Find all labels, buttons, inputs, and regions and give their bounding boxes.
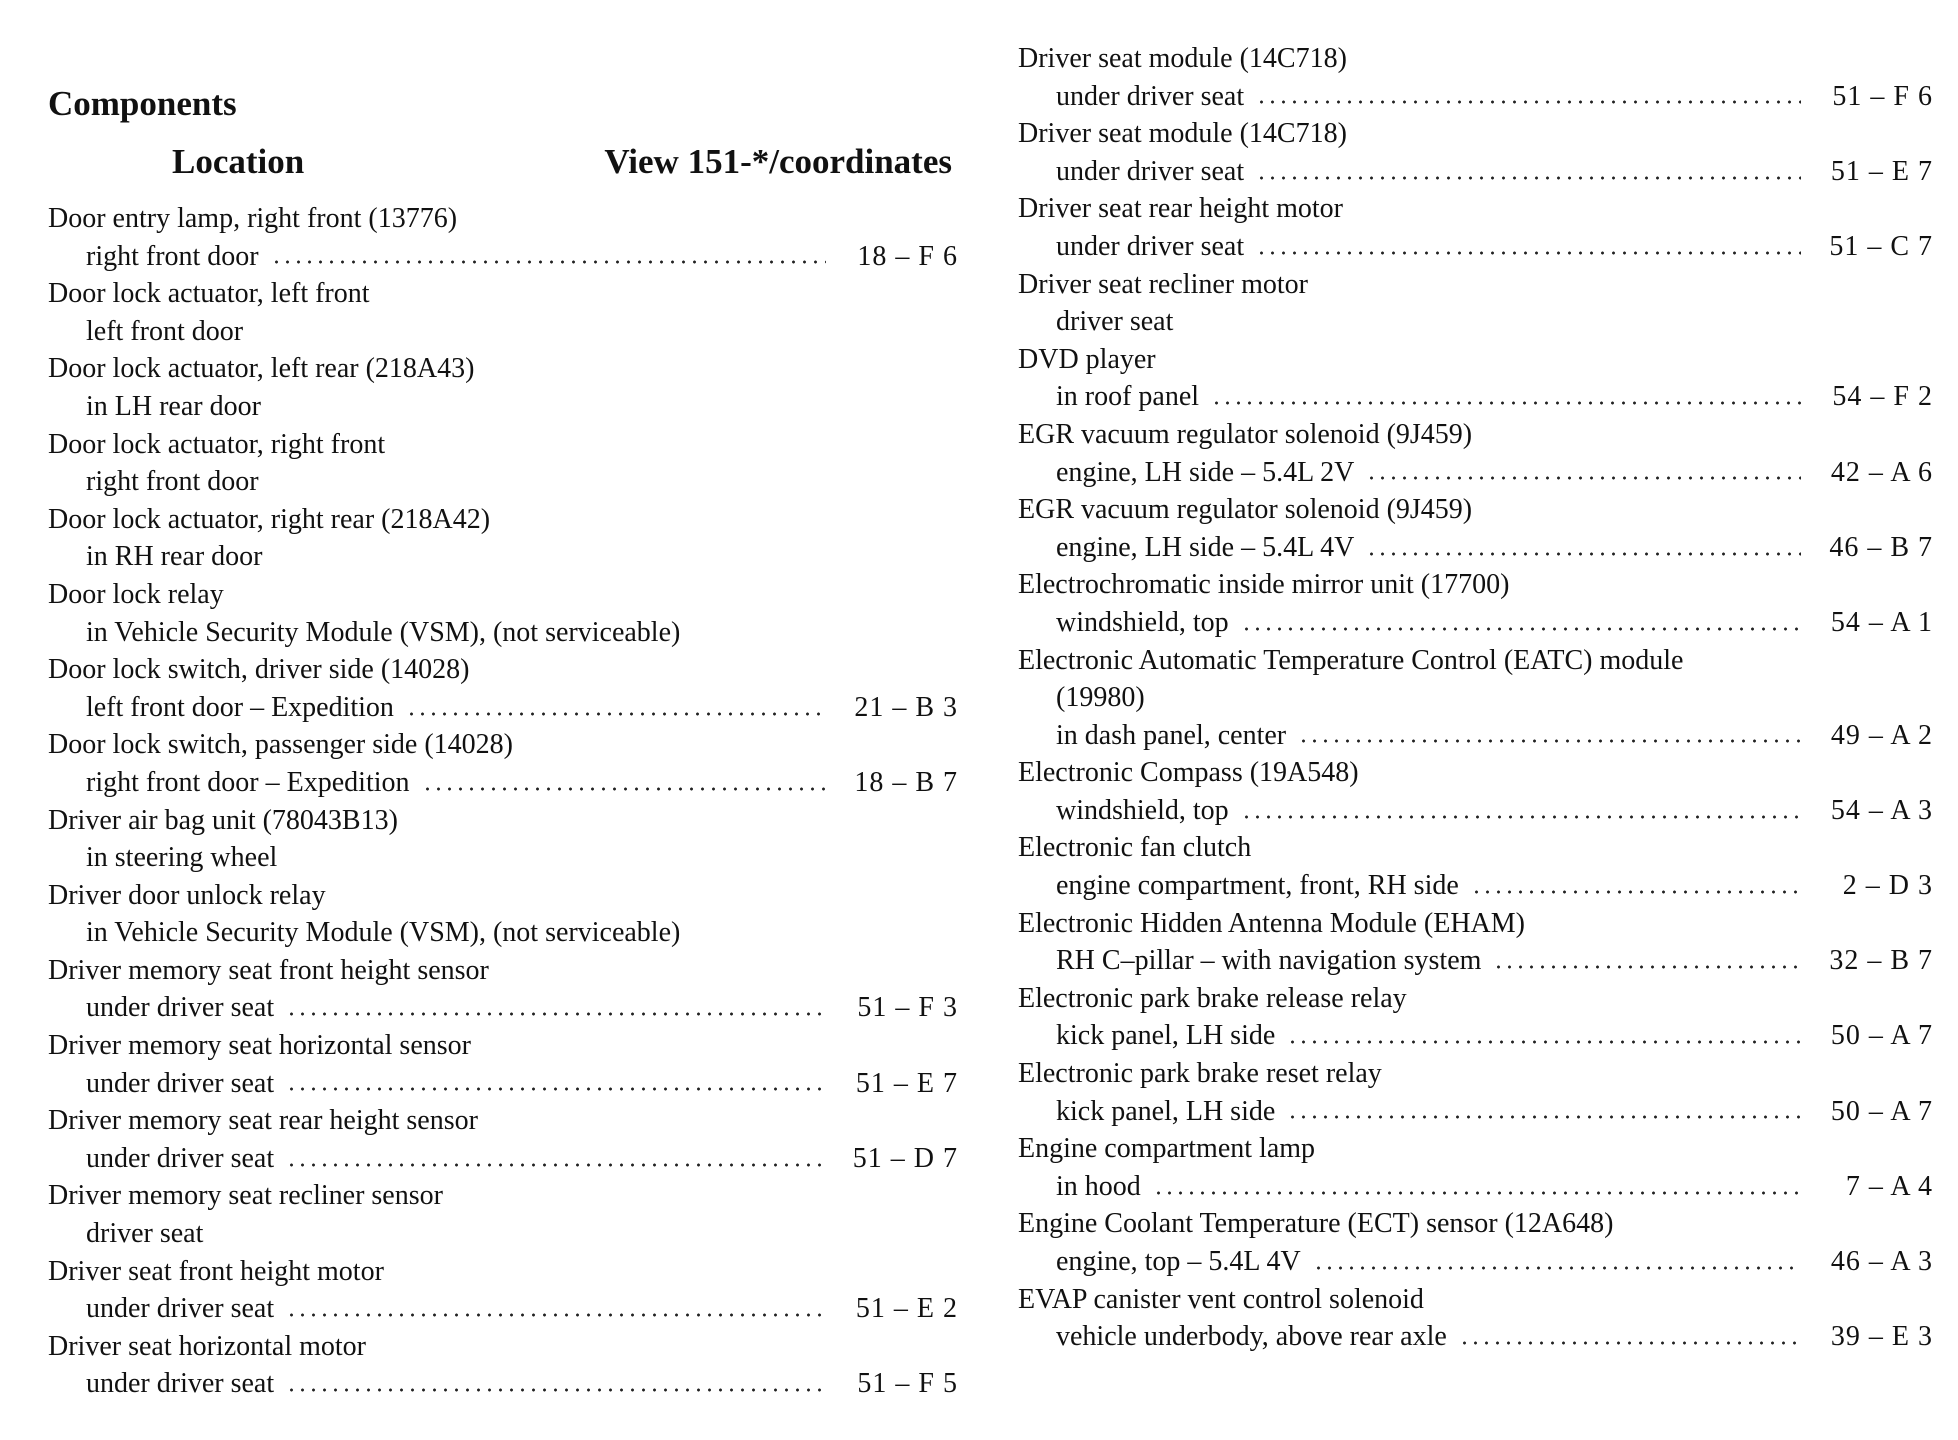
left-entry-list <box>48 200 958 1403</box>
location-row <box>1018 867 1933 905</box>
component-entry <box>1018 416 1933 491</box>
view-coordinate: 32 – B 7 <box>1829 945 1933 977</box>
component-location: under driver seat <box>1056 230 1245 262</box>
component-name: Door lock actuator, left front <box>48 278 370 310</box>
component-entry <box>48 576 958 651</box>
component-location: left front door – Expedition <box>86 691 394 723</box>
component-name: Driver memory seat horizontal sensor <box>48 1030 471 1062</box>
component-name: Door lock actuator, right front <box>48 428 386 460</box>
component-entry <box>1018 115 1933 190</box>
component-location: in RH rear door <box>86 541 263 573</box>
location-row <box>48 989 958 1027</box>
component-entry <box>48 1027 958 1102</box>
view-coordinate: 51 – E 2 <box>855 1293 958 1325</box>
dot-leader <box>1313 1262 1801 1274</box>
right-entry-list <box>1018 40 1933 1356</box>
dot-leader <box>271 256 826 268</box>
component-location: driver seat <box>1056 306 1174 338</box>
location-row <box>48 1215 958 1253</box>
component-name: Driver seat rear height motor <box>1018 193 1343 225</box>
component-name: Electronic Hidden Antenna Module (EHAM) <box>1018 907 1525 939</box>
component-name: Electronic fan clutch <box>1018 832 1252 864</box>
component-location: right front door <box>86 240 259 272</box>
location-row <box>1018 1017 1933 1055</box>
dot-leader <box>1256 247 1801 259</box>
component-entry <box>48 1177 958 1252</box>
component-name: Electronic park brake release relay <box>1018 982 1407 1014</box>
component-name: Door lock switch, passenger side (14028) <box>48 729 514 761</box>
view-coordinate: 54 – A 3 <box>1830 794 1933 826</box>
view-coordinate: 51 – F 6 <box>1832 80 1933 112</box>
component-name: Electrochromatic inside mirror unit (17700) <box>1018 569 1510 601</box>
view-coordinate: 51 – D 7 <box>852 1142 958 1174</box>
component-entry <box>1018 754 1933 829</box>
view-coordinate: 18 – F 6 <box>857 240 958 272</box>
component-entry <box>1018 1205 1933 1280</box>
dot-leader <box>1287 1111 1801 1123</box>
component-entry <box>1018 1130 1933 1205</box>
component-entry <box>48 651 958 726</box>
dot-leader <box>1287 1036 1801 1048</box>
location-row <box>48 1365 958 1403</box>
location-row <box>1018 792 1933 830</box>
location-row <box>1018 228 1933 266</box>
component-name: Driver seat module (14C718) <box>1018 118 1347 150</box>
component-entry <box>1018 491 1933 566</box>
component-entry <box>1018 642 1933 755</box>
dot-leader <box>1366 548 1801 560</box>
component-entry <box>1018 829 1933 904</box>
view-coordinate: 54 – A 1 <box>1830 606 1933 638</box>
component-location: engine, LH side – 5.4L 4V <box>1056 531 1355 563</box>
location-row <box>1018 1243 1933 1281</box>
dot-leader <box>286 1083 826 1095</box>
component-entry <box>1018 341 1933 416</box>
dot-leader <box>1459 1337 1801 1349</box>
component-location: in steering wheel <box>86 842 278 874</box>
dot-leader <box>1241 623 1801 635</box>
view-coordinate: 39 – E 3 <box>1830 1321 1933 1353</box>
location-row <box>48 764 958 802</box>
view-coordinate: 51 – C 7 <box>1829 230 1933 262</box>
component-name: Driver air bag unit (78043B13) <box>48 804 398 836</box>
dot-leader <box>422 783 826 795</box>
dot-leader <box>1471 886 1801 898</box>
view-coordinate: 2 – D 3 <box>1842 870 1933 902</box>
component-name: Door lock relay <box>48 578 224 610</box>
component-name: Driver seat recliner motor <box>1018 268 1308 300</box>
location-row <box>1018 78 1933 116</box>
component-name: Driver memory seat front height sensor <box>48 954 489 986</box>
dot-leader <box>1256 96 1801 108</box>
location-column-header: Location <box>172 142 305 181</box>
component-entry <box>48 501 958 576</box>
location-row <box>48 839 958 877</box>
dot-leader <box>1256 172 1801 184</box>
component-name: Door entry lamp, right front (13776) <box>48 203 458 234</box>
component-name: Engine compartment lamp <box>1018 1133 1316 1165</box>
component-location: windshield, top <box>1056 606 1229 638</box>
view-coordinate: 51 – E 7 <box>855 1067 958 1099</box>
location-row <box>48 538 958 576</box>
component-name: Door lock switch, driver side (14028) <box>48 654 470 686</box>
location-row <box>48 313 958 351</box>
component-location: engine compartment, front, RH side <box>1056 870 1459 902</box>
component-entry <box>1018 980 1933 1055</box>
location-row <box>1018 942 1933 980</box>
location-row <box>1018 1093 1933 1131</box>
component-name: Driver seat horizontal motor <box>48 1330 367 1362</box>
view-coordinate: 50 – A 7 <box>1830 1095 1933 1127</box>
component-entry <box>48 200 958 275</box>
component-entry <box>48 952 958 1027</box>
dot-leader <box>1366 472 1801 484</box>
view-coordinate: 46 – A 3 <box>1830 1246 1933 1277</box>
location-row <box>48 388 958 426</box>
location-row <box>48 1065 958 1103</box>
component-name: Driver memory seat rear height sensor <box>48 1105 478 1137</box>
location-row <box>48 614 958 652</box>
dot-leader <box>286 1384 826 1396</box>
component-location: right front door – Expedition <box>86 766 410 798</box>
location-row <box>1018 153 1933 191</box>
component-entry <box>1018 566 1933 641</box>
component-entry <box>48 426 958 501</box>
location-row <box>1018 454 1933 492</box>
location-row <box>1018 529 1933 567</box>
component-entry <box>48 726 958 801</box>
component-entry <box>48 802 958 877</box>
component-location: in roof panel <box>1056 381 1200 413</box>
location-row <box>1018 604 1933 642</box>
component-location: kick panel, LH side <box>1056 1020 1276 1052</box>
component-name-continued: (19980) <box>1056 682 1145 714</box>
dot-leader <box>406 708 826 720</box>
view-coordinate: 51 – E 7 <box>1830 155 1933 187</box>
component-entry <box>1018 40 1933 115</box>
component-name: EGR vacuum regulator solenoid (9J459) <box>1018 418 1473 450</box>
component-location: under driver seat <box>86 1368 275 1400</box>
component-location: engine, top – 5.4L 4V <box>1056 1246 1301 1277</box>
location-row <box>48 463 958 501</box>
view-coordinate: 50 – A 7 <box>1830 1020 1933 1052</box>
location-row <box>1018 378 1933 416</box>
component-name: EVAP canister vent control solenoid <box>1018 1283 1424 1315</box>
component-name: Electronic Compass (19A548) <box>1018 757 1359 789</box>
component-name: Driver door unlock relay <box>48 879 326 911</box>
component-entry <box>1018 1281 1933 1356</box>
dot-leader <box>1493 961 1801 973</box>
component-location: driver seat <box>86 1218 204 1250</box>
view-coordinate: 18 – B 7 <box>854 766 958 798</box>
component-location: under driver seat <box>1056 80 1245 112</box>
location-row <box>1018 717 1933 755</box>
component-location: in dash panel, center <box>1056 719 1287 751</box>
component-entry <box>48 877 958 952</box>
component-location: in Vehicle Security Module (VSM), (not serviceable) <box>86 917 681 949</box>
view-coordinate: 51 – F 5 <box>857 1368 958 1400</box>
component-location: under driver seat <box>86 1293 275 1325</box>
dot-leader <box>1211 397 1801 409</box>
column-headers <box>48 142 958 186</box>
dot-leader <box>1298 735 1801 747</box>
location-row <box>1018 1318 1933 1356</box>
component-location: vehicle underbody, above rear axle <box>1056 1321 1447 1353</box>
view-coordinates-column-header: View 151-*/coordinates <box>604 142 952 181</box>
component-name: Driver seat front height motor <box>48 1255 384 1287</box>
component-entry <box>48 275 958 350</box>
view-coordinate: 51 – F 3 <box>857 992 958 1024</box>
component-entry <box>1018 1055 1933 1130</box>
view-coordinate: 21 – B 3 <box>854 691 958 723</box>
component-location: kick panel, LH side <box>1056 1095 1276 1127</box>
component-entry <box>48 1102 958 1177</box>
component-entry <box>1018 266 1933 341</box>
location-row <box>48 1140 958 1178</box>
component-entry <box>48 1253 958 1328</box>
view-coordinate: 42 – A 6 <box>1830 456 1933 488</box>
view-coordinate: 7 – A 4 <box>1845 1170 1933 1202</box>
view-coordinate: 49 – A 2 <box>1830 719 1933 751</box>
component-name: EGR vacuum regulator solenoid (9J459) <box>1018 494 1473 526</box>
dot-leader <box>1241 811 1801 823</box>
dot-leader <box>286 1309 826 1321</box>
component-location: under driver seat <box>86 992 275 1024</box>
location-row <box>1018 303 1933 341</box>
location-row <box>48 1290 958 1328</box>
dot-leader <box>1153 1187 1801 1199</box>
location-row <box>1018 1168 1933 1206</box>
component-location: under driver seat <box>86 1142 275 1174</box>
component-entry <box>48 350 958 425</box>
component-entry <box>1018 190 1933 265</box>
component-name: Engine Coolant Temperature (ECT) sensor (12A648) <box>1018 1208 1614 1240</box>
dot-leader <box>286 1008 826 1020</box>
component-name: Driver memory seat recliner sensor <box>48 1180 443 1212</box>
location-row <box>48 238 958 276</box>
component-name: Door lock actuator, right rear (218A42) <box>48 503 491 535</box>
dot-leader <box>286 1159 826 1171</box>
component-location: under driver seat <box>86 1067 275 1099</box>
component-name: Electronic park brake reset relay <box>1018 1058 1382 1090</box>
section-heading: Components <box>48 84 237 123</box>
location-row <box>48 689 958 727</box>
component-location: right front door <box>86 466 259 498</box>
view-coordinate: 54 – F 2 <box>1832 381 1933 413</box>
component-name: DVD player <box>1018 343 1156 375</box>
component-location: RH C–pillar – with navigation system <box>1056 945 1482 977</box>
component-entry <box>48 1328 958 1403</box>
component-location: in hood <box>1056 1170 1141 1202</box>
view-coordinate: 46 – B 7 <box>1829 531 1933 563</box>
component-location: windshield, top <box>1056 794 1229 826</box>
component-location: in LH rear door <box>86 390 261 422</box>
location-row <box>48 914 958 952</box>
component-location: left front door <box>86 315 244 347</box>
component-name: Electronic Automatic Temperature Control (EATC) module <box>1018 644 1684 676</box>
component-name: Door lock actuator, left rear (218A43) <box>48 353 475 385</box>
component-location: in Vehicle Security Module (VSM), (not serviceable) <box>86 616 681 648</box>
component-location: engine, LH side – 5.4L 2V <box>1056 456 1355 488</box>
component-name: Driver seat module (14C718) <box>1018 43 1347 74</box>
component-location: under driver seat <box>1056 155 1245 187</box>
component-entry <box>1018 905 1933 980</box>
